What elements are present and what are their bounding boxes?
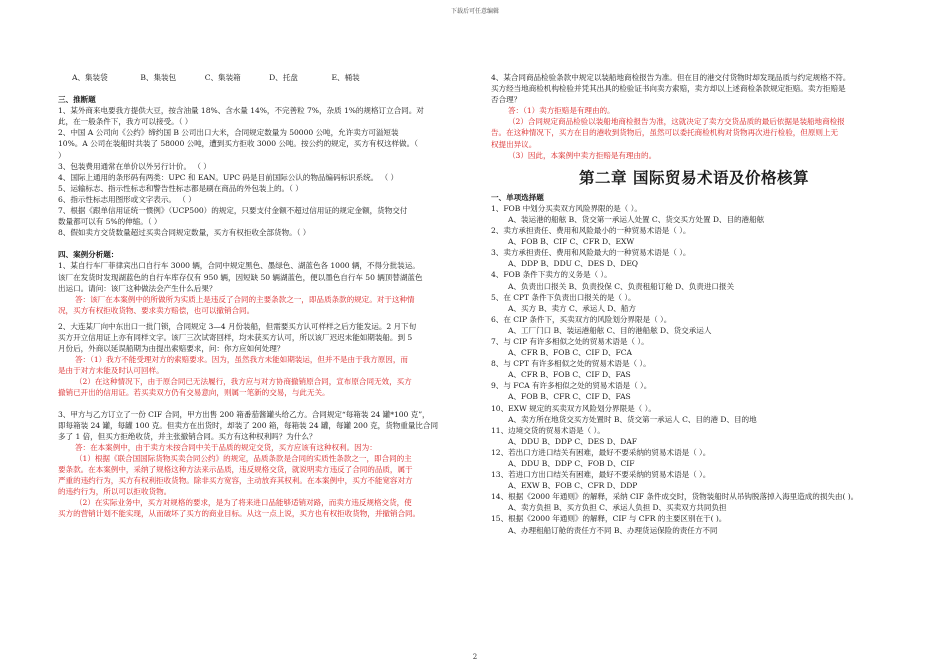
judge-item-line: 数量都可以有 5%的伸缩。（ ） <box>58 217 162 227</box>
case-2-answer: 答：（1）我方不能受理对方的索赔要求。因为，虽然我方未能如期装运，但并不是由于我方原因，而 <box>75 355 408 365</box>
question-text: 1、FOB 中划分买卖双方风险界限的是（ ）。 <box>491 203 642 213</box>
case-1-answer: 况，买方有权拒收货物、要求卖方赔偿，也可以撤销合同。 <box>58 305 255 315</box>
question-options: A、装运港的船舷 B、货交第一承运人处置 C、货交买方处置 D、目的港船舷 <box>508 214 765 224</box>
case-2 <box>58 321 470 399</box>
question-options: A、FOB B、CIF C、CFR D、EXW <box>508 237 635 247</box>
question-text: 13、若进口方出口结关有困难，最好不要采纳的贸易术语是（ ）。 <box>491 470 711 480</box>
question-text: 2、卖方承担责任、费用和风险最小的一种贸易术语是（ ）。 <box>491 226 691 236</box>
question-options: A、FOB B、CFR C、CIF D、FAS <box>508 392 631 402</box>
judge-item-line: 2、中国 A 公司向《公约》缔约国 B 公司出口大米，合同规定数量为 50000 公吨，允许卖方可溢短装 <box>58 128 399 138</box>
packing-options-line <box>58 72 470 83</box>
question-options: A、CFR B、FOB C、CIF D、FAS <box>508 370 631 380</box>
question-options: A、负责出口报关 B、负责投保 C、负责租船订舱 D、负责进口报关 <box>508 281 734 291</box>
question-text: 5、在 CPT 条件下负责出口报关的是（ ）。 <box>491 292 636 302</box>
case-3-answer: （1）根据《联合国国际货物买卖合同公约》的规定，品质条款是合同的实质性条款之一，即合同的主 <box>75 453 412 463</box>
judge-item-line: 10%。A 公司在装船时共装了 58000 公吨，遭到买方拒收 3000 公吨。按公约的规定，买方有权这样做。（ <box>58 139 418 149</box>
option-d: D、托盘 <box>269 73 298 82</box>
judge-item-line: 此，在一般条件下，我方可以接受。（ ） <box>58 117 193 127</box>
judge-list <box>58 105 470 238</box>
option-c: C、集装箱 <box>204 73 241 82</box>
question-text: 15、根据《2000 年通则》的解释，CIF 与 CFR 的主要区别在于( )。 <box>491 514 727 524</box>
case-section-title: 四、案例分析题： <box>58 250 119 260</box>
question-text: 10、EXW 规定的买卖双方风险划分界限是（ ）。 <box>491 403 656 413</box>
judge-section-title: 三、推断题 <box>58 95 96 105</box>
question-text: 6、在 CIP 条件下，买卖双方的风险划分界限是（ ）。 <box>491 314 672 324</box>
case-4 <box>491 72 897 161</box>
chapter-title: 第二章 国际贸易术语及价格核算 <box>579 167 809 187</box>
case-3-answer: 的违约行为，所以可以拒收货物。 <box>58 487 172 497</box>
case-2-answer: 撤销已开出的信用证。若买卖双方仍有交易意向，则属一笔新的交易，与此无关。 <box>58 388 330 398</box>
left-column <box>58 72 470 519</box>
question-options: A、EXW B、FOB C、CFR D、DDP <box>508 481 638 491</box>
judge-item-line: 7、根据《跟单信用证统一惯例》（UCP500）的规定，只要支付金额不超过信用证的规定金额，货物交付 <box>58 206 408 216</box>
question-text: 12、若出口方进口结关有困难，最好不要采纳的贸易术语是（ ）。 <box>491 447 711 457</box>
question-options: A、CFR B、FOB C、CIF D、FCA <box>508 348 632 358</box>
case-4-answer: （2）合同规定商品检验以装船地商检报告为准，这就决定了卖方交货品质的最后依据是装船地商检报 <box>508 117 845 127</box>
case-4-answer: 告。在这种情况下，买方在目的港收到货物后，虽然可以委托商检机构对货物再次进行检验，但原则上无 <box>491 128 839 138</box>
judge-item-line: 5、运输标志、指示性标志和警告性标志都是刷在商品的外包装上的。（ ） <box>58 183 303 193</box>
case-3-answer: 买方的营销计划不能实现，从而破坏了买方的商业目标。从这一点上说，买方也有权拒收货物，并撤销合同。 <box>58 509 421 519</box>
question-text: 11、边境交货的贸易术语是（ ）。 <box>491 425 605 435</box>
case-3-answer: 要条款。在本案例中，采纳了规格这种方法来示品质，违反规格交货，就说明卖方违反了合同的品质，属于 <box>58 465 413 474</box>
page-header: 下载后可任意编辑 <box>450 8 499 15</box>
question-text: 14、根据《2000 年通则》的解释，采纳 CIF 条件成交时，货物装船时从吊钩脱落掉入海里造成的损失由( )。 <box>491 492 859 502</box>
judge-item-line: 8、假如卖方交货数量超过买卖合同规定数量，买方有权拒收全部货物。（ ） <box>58 228 311 238</box>
case-1-line: 该厂在发货时发现湖蓝色的自行车库存仅有 950 辆，因短缺 50 辆湖蓝色，便以墨色自行车 50 辆顶替湖蓝色 <box>58 272 423 282</box>
case-2-line: 2、大连某厂向中东出口一批门锁，合同规定 3—4 月份装船，但需要买方认可样样之后方能发运。2 月下旬 <box>58 321 417 331</box>
judge-item-line: 4、国际上通用的条形码有两类：UPC 和 EAN。UPC 码是目前国际公认的物品编码标识系统。 （ ） <box>58 172 399 182</box>
judge-item-line: 1、某外商来电要我方提供大豆，按含油量 18%、含水量 14%，不完善粒 7%，杂质 1%的规格订立合同。对 <box>58 106 424 116</box>
case-3 <box>58 409 470 520</box>
case-4-line: 否合理？ <box>491 95 522 105</box>
mcq-list <box>491 203 897 536</box>
mcq-section-title: 一、单项选择题 <box>491 192 544 202</box>
judge-item-line: 3、包装费用通常在单价以外另行计价。 （ ） <box>58 161 211 171</box>
case-3-line: 即每箱装 24 罐，每罐 100 克。但卖方在出货时，却装了 200 箱，每箱装 24 罐，每罐 200 克，货物重量比合同 <box>58 420 438 430</box>
case-2-answer: （2）在这种情况下，由于原合同已无法履行，我方应与对方协商撤销原合同，宣布原合同无效，买方 <box>75 377 412 387</box>
case-1 <box>58 260 470 315</box>
case-4-answer: 答：（1）卖方拒赔是有理由的。 <box>508 106 615 116</box>
question-text: 8、与 CPT 有许多相似之处的贸易术语是（ ）。 <box>491 359 651 369</box>
question-options: A、卖方所在地货交买方处置时 B、货交第一承运人 C、目的港 D、目的地 <box>508 414 757 424</box>
question-text: 3、卖方承担责任、费用和风险最大的一种贸易术语是（ ）。 <box>491 248 691 258</box>
option-e: E、桶装 <box>331 73 360 82</box>
question-options: A、卖方负担 B、买方负担 C、承运人负担 D、买卖双方共同负担 <box>508 503 727 513</box>
case-1-line: 出运口。请问：该厂这种做法会产生什么后果？ <box>58 283 217 293</box>
question-options: A、DDU B、DDP C、FOB D、CIF <box>508 459 635 468</box>
page-number: 2 <box>472 653 478 661</box>
question-options: A、办理租船订舱的责任方不同 B、办理货运保险的责任方不同 <box>508 525 718 535</box>
option-a: A、集装袋 <box>72 73 108 82</box>
case-3-answer: （2）在实际业务中，买方对规格的要求，是为了将来进口品能够适销对路，而卖方违反规格交货，使 <box>75 498 412 508</box>
case-4-answer: 权提出异议。 <box>491 139 537 149</box>
case-3-line: 多了 1 倍，但买方拒绝收货，并主张撤销合同。买方有这种权利吗？为什么？ <box>58 431 317 441</box>
case-2-line: 月份后，外商以延误船期为由提出索赔要求，问：你方应如何处理？ <box>58 344 285 354</box>
question-text: 7、与 CIP 有许多相似之处的贸易术语是（ ）。 <box>491 336 649 346</box>
judge-item-line: 6、指示性标志用图形或文字表示。 （ ） <box>58 194 196 204</box>
question-options: A、买方 B、卖方 C、承运人 D、船方 <box>508 303 636 313</box>
case-4-line: 买方经当地商检机构检验并凭其出具的检验证书向卖方索赔，卖方却以上述商检条款规定拒赔。卖方拒赔是 <box>491 84 846 94</box>
question-text: 9、与 FCA 有许多相似之处的贸易术语是（ ）。 <box>491 381 652 391</box>
case-3-line: 3、甲方与乙方订立了一份 CIF 合同，甲方出售 200 箱番茄酱罐头给乙方。合同规定“每箱装 24 罐*100 克”， <box>58 409 430 419</box>
question-options: A、DDP B、DDU C、DES D、DEQ <box>508 259 638 269</box>
case-3-answer: 答：在本案例中，由于卖方未按合同中关于品质的规定交货，买方应该有这种权利。因为： <box>75 442 377 452</box>
case-3-answer: 严重的违约行为，买方有权利拒收货物。除非买方宽容，主动放弃其权利。在本案例中，买方不能宽容对方 <box>58 476 413 486</box>
judge-item-line: ） <box>58 150 66 160</box>
question-options: A、DDU B、DDP C、DES D、DAF <box>508 436 637 446</box>
case-2-line: 买方开立信用证上亦有同样文字。该厂三次试寄回样，均未获买方认可，所以该厂迟迟未能如期装船。到 5 <box>58 332 413 342</box>
option-b: B、集装包 <box>140 73 177 82</box>
case-4-line: 4、某合同商品检验条款中规定以装船地商检报告为准。但在目的港交付货物时却发现品质与约定规格不符。 <box>491 73 851 82</box>
question-options: A、工厂门口 B、装运港船舷 C、目的港船舷 D、货交承运人 <box>508 325 712 335</box>
case-1-answer: 答：该厂在本案例中的所做所为实质上是违反了合同的主要条款之一，即品质条款的规定。对于这种情 <box>75 294 415 304</box>
case-4-answer: （3）因此，本案例中卖方拒赔是有理由的。 <box>508 150 657 160</box>
case-2-answer: 是由于对方未能及时认可回样。 <box>58 366 164 376</box>
question-text: 4、FOB 条件下卖方的义务是（ ）。 <box>491 270 612 280</box>
case-1-line: 1、某自行车厂菲律宾出口自行车 3000 辆，合同中规定黑色、墨绿色、湖蓝色各 1000 辆，不得分批装运。 <box>58 261 420 271</box>
right-column <box>491 72 897 536</box>
